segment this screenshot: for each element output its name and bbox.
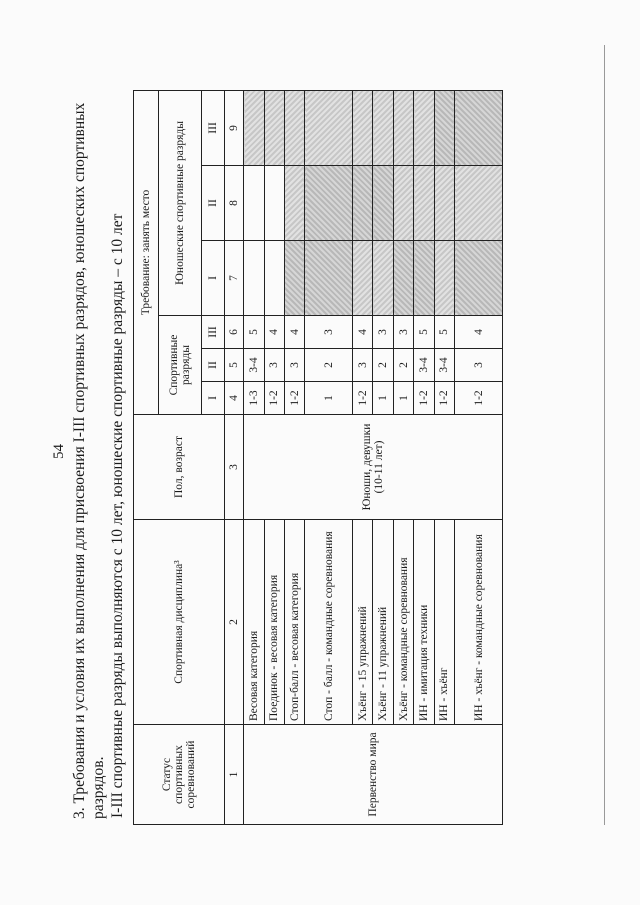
- header-youth-ranks: Юношеские спортивные разряды: [158, 90, 201, 315]
- youth-rank-3-cell: [264, 90, 284, 165]
- youth-rank-2-cell: [393, 166, 413, 241]
- youth-rank-2-cell: [305, 166, 353, 241]
- section-subheading: I-III спортивные разряды выполняются с 10 лет, юношеские спортивные разряды – с 10 лет: [109, 213, 126, 818]
- youth-rank-2-cell: [414, 166, 434, 241]
- youth-rank-1-cell: [414, 241, 434, 316]
- requirements-table: [133, 90, 503, 825]
- header-youth-rank-2: II: [202, 166, 225, 241]
- rank-3-cell: 5: [414, 316, 434, 349]
- youth-rank-1-cell: [373, 241, 393, 316]
- rank-3-cell: 4: [264, 316, 284, 349]
- rank-1-cell: 1-2: [284, 382, 304, 415]
- gender-age-cell: Юноши, девушки (10-11 лет): [244, 415, 503, 520]
- youth-rank-3-cell: [244, 90, 264, 165]
- rank-3-cell: 3: [373, 316, 393, 349]
- column-number-row: [224, 90, 243, 824]
- discipline-cell: ИН - хъёнг - командные соревнования: [455, 520, 503, 725]
- youth-rank-2-cell: [284, 166, 304, 241]
- table-row: [244, 90, 264, 824]
- header-youth-rank-1: I: [202, 241, 225, 316]
- header-rank-1: I: [202, 382, 225, 415]
- rank-1-cell: 1: [393, 382, 413, 415]
- discipline-cell: Хъёнг - 15 упражнений: [353, 520, 373, 725]
- youth-rank-2-cell: [455, 166, 503, 241]
- page-edge-line: [604, 45, 605, 825]
- header-rank-3: III: [202, 316, 225, 349]
- rank-1-cell: 1-2: [264, 382, 284, 415]
- column-number: 3: [224, 415, 243, 520]
- rank-2-cell: 3: [353, 349, 373, 382]
- youth-rank-3-cell: [414, 90, 434, 165]
- column-number: 9: [224, 90, 243, 165]
- column-number: 4: [224, 382, 243, 415]
- youth-rank-3-cell: [305, 90, 353, 165]
- youth-rank-1-cell: [284, 241, 304, 316]
- header-discipline: Спортивная дисциплина³: [134, 520, 225, 725]
- header-sport-ranks: Спортивные разряды: [158, 316, 201, 415]
- discipline-cell: Весовая категория: [244, 520, 264, 725]
- rank-2-cell: 2: [305, 349, 353, 382]
- header-youth-rank-3: III: [202, 90, 225, 165]
- rank-3-cell: 5: [434, 316, 454, 349]
- youth-rank-2-cell: [264, 166, 284, 241]
- header-status: Статус спортивных соревнований: [134, 725, 225, 825]
- discipline-cell: Поединок - весовая категория: [264, 520, 284, 725]
- rank-1-cell: 1: [305, 382, 353, 415]
- discipline-cell: Стоп - балл - командные соревнования: [305, 520, 353, 725]
- rank-2-cell: 3: [284, 349, 304, 382]
- youth-rank-3-cell: [455, 90, 503, 165]
- rank-3-cell: 5: [244, 316, 264, 349]
- youth-rank-1-cell: [244, 241, 264, 316]
- youth-rank-2-cell: [373, 166, 393, 241]
- discipline-cell: Хъёнг - 11 упражнений: [373, 520, 393, 725]
- youth-rank-3-cell: [353, 90, 373, 165]
- header-gender-age: Пол, возраст: [134, 415, 225, 520]
- rank-2-cell: 3: [455, 349, 503, 382]
- header-row-1: [134, 90, 159, 824]
- header-rank-2: II: [202, 349, 225, 382]
- discipline-cell: ИН - хъёнг: [434, 520, 454, 725]
- youth-rank-1-cell: [393, 241, 413, 316]
- rank-1-cell: 1-3: [244, 382, 264, 415]
- rank-1-cell: 1-2: [353, 382, 373, 415]
- column-number: 7: [224, 241, 243, 316]
- rank-1-cell: 1: [373, 382, 393, 415]
- column-number: 8: [224, 166, 243, 241]
- youth-rank-1-cell: [305, 241, 353, 316]
- youth-rank-3-cell: [284, 90, 304, 165]
- discipline-cell: ИН - имитация техники: [414, 520, 434, 725]
- header-requirement: Требование: занять место: [134, 90, 159, 414]
- youth-rank-3-cell: [393, 90, 413, 165]
- rank-3-cell: 3: [393, 316, 413, 349]
- page-number: 54: [51, 444, 67, 459]
- discipline-cell: Стоп-балл - весовая категория: [284, 520, 304, 725]
- rank-2-cell: 3-4: [244, 349, 264, 382]
- youth-rank-1-cell: [455, 241, 503, 316]
- youth-rank-3-cell: [373, 90, 393, 165]
- column-number: 6: [224, 316, 243, 349]
- section-heading: 3. Требования и условия их выполнения для присвоения I-III спортивных разрядов, юношеских спортивных разрядов.: [71, 102, 107, 819]
- rank-3-cell: 3: [305, 316, 353, 349]
- rank-3-cell: 4: [353, 316, 373, 349]
- rank-2-cell: 2: [373, 349, 393, 382]
- column-number: 2: [224, 520, 243, 725]
- discipline-cell: Хъёнг - командные соревнования: [393, 520, 413, 725]
- rank-1-cell: 1-2: [434, 382, 454, 415]
- youth-rank-2-cell: [353, 166, 373, 241]
- rank-2-cell: 3-4: [414, 349, 434, 382]
- youth-rank-1-cell: [434, 241, 454, 316]
- youth-rank-2-cell: [244, 166, 264, 241]
- rank-2-cell: 3-4: [434, 349, 454, 382]
- rank-2-cell: 3: [264, 349, 284, 382]
- rank-3-cell: 4: [455, 316, 503, 349]
- youth-rank-1-cell: [353, 241, 373, 316]
- column-number: 5: [224, 349, 243, 382]
- rank-3-cell: 4: [284, 316, 304, 349]
- youth-rank-1-cell: [264, 241, 284, 316]
- rank-1-cell: 1-2: [414, 382, 434, 415]
- youth-rank-3-cell: [434, 90, 454, 165]
- status-cell: Первенство мира: [244, 725, 503, 825]
- rank-2-cell: 2: [393, 349, 413, 382]
- rank-1-cell: 1-2: [455, 382, 503, 415]
- column-number: 1: [224, 725, 243, 825]
- youth-rank-2-cell: [434, 166, 454, 241]
